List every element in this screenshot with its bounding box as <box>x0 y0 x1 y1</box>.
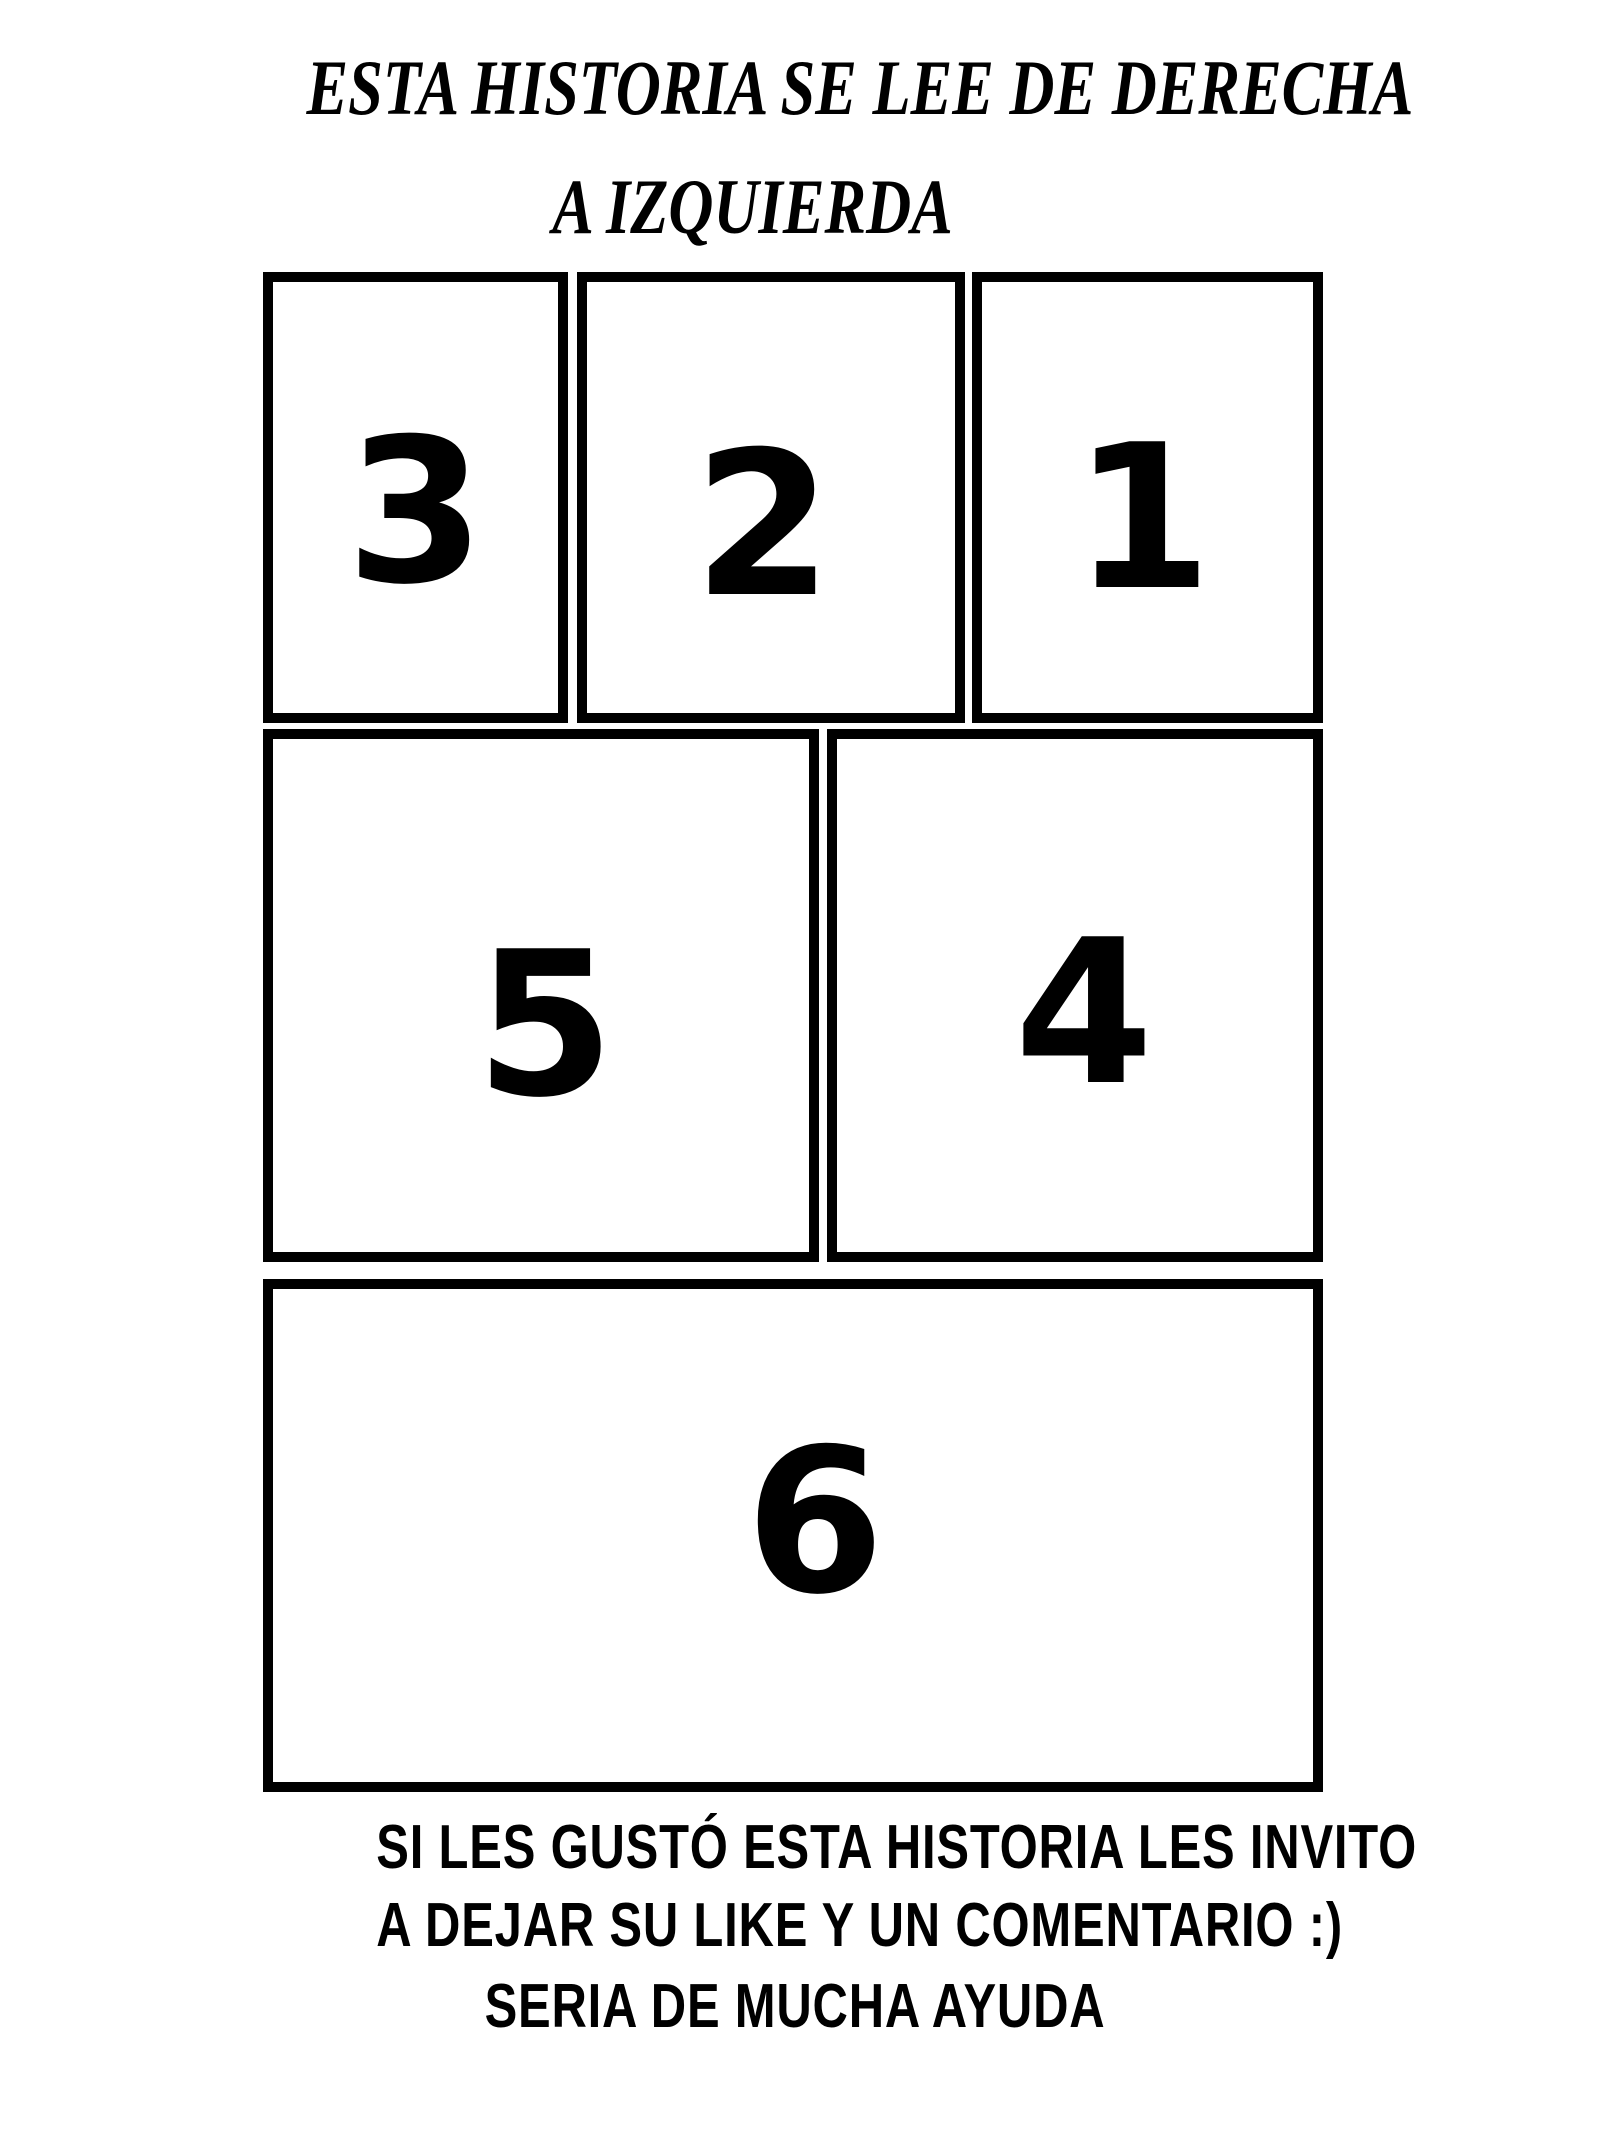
footer-invite-line-3: SERIA DE MUCHA AYUDA <box>484 1972 1106 2041</box>
comic-panel-2 <box>577 272 965 723</box>
page-title-line-1: ESTA HISTORIA SE LEE DE DERECHA <box>306 44 1414 131</box>
panel-number-5: 5 <box>475 908 615 1142</box>
page-title-line-2: A IZQUIERDA <box>552 163 953 250</box>
comic-panel-5 <box>263 729 819 1262</box>
footer-invite-line-2: A DEJAR SU LIKE Y UN COMENTARIO :) <box>376 1891 1343 1960</box>
comic-panel-1 <box>972 272 1323 723</box>
panel-number-3: 3 <box>345 395 486 629</box>
panel-number-6: 6 <box>745 1405 885 1639</box>
comic-panel-6 <box>263 1279 1323 1792</box>
panel-number-1: 1 <box>1072 401 1213 635</box>
footer-invite-line-1: SI LES GUSTÓ ESTA HISTORIA LES INVITO <box>376 1813 1418 1882</box>
comic-panel-3 <box>263 272 568 723</box>
comic-panel-4 <box>827 729 1323 1262</box>
panel-number-4: 4 <box>1014 896 1154 1130</box>
panel-number-2: 2 <box>693 408 833 642</box>
